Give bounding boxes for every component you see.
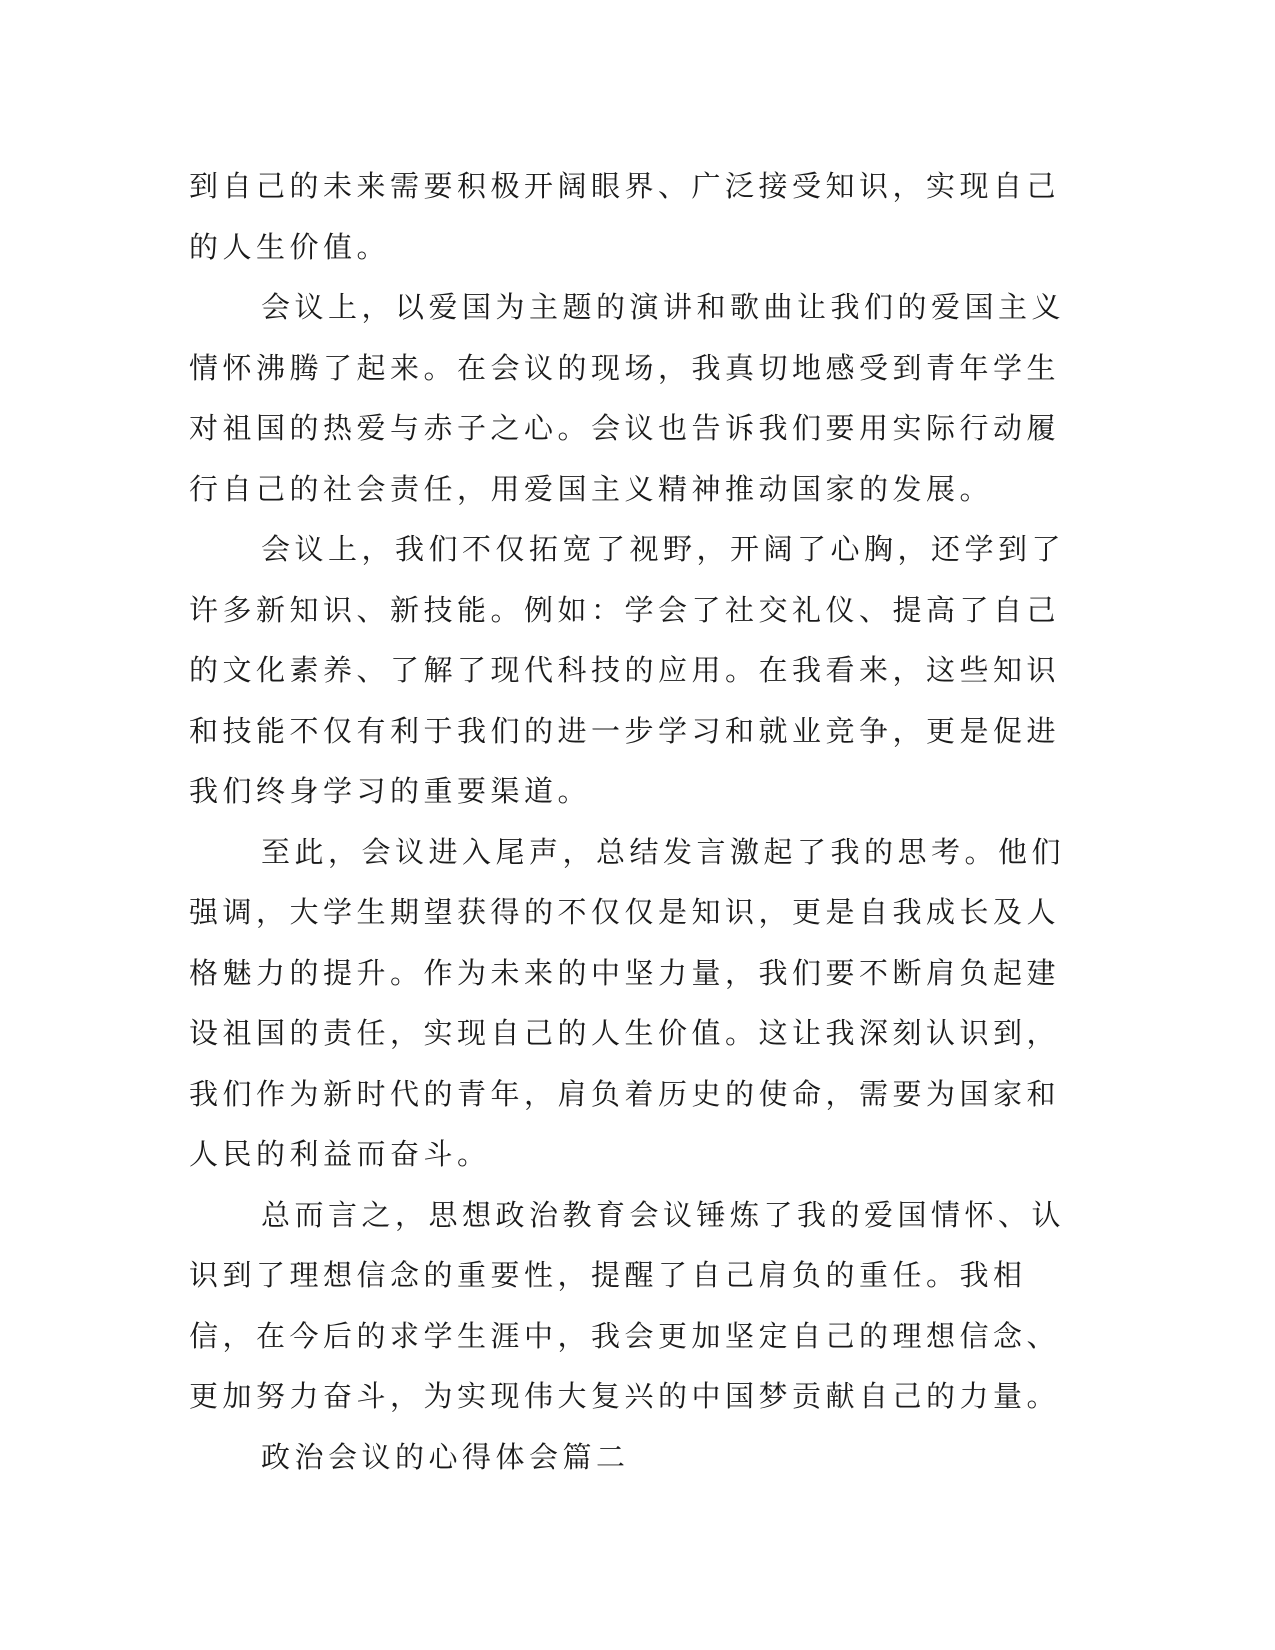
paragraph-conclusion: 总而言之，思想政治教育会议锤炼了我的爱国情怀、认识到了理想信念的重要性，提醒了自己肩负的重任。我相信，在今后的求学生涯中，我会更加坚定自己的理想信念、更加努力奋斗，为实现伟大复兴的中国梦贡献自己的力量。 [189, 1197, 1066, 1413]
paragraph-summary-speech: 至此，会议进入尾声，总结发言激起了我的思考。他们强调，大学生期望获得的不仅仅是知识，更是自我成长及人格魅力的提升。作为未来的中坚力量，我们要不断肩负起建设祖国的责任，实现自己的人生价值。这让我深刻认识到，我们作为新时代的青年，肩负着历史的使命，需要为国家和人民的利益而奋斗。 [189, 834, 1066, 1171]
section-heading: 政治会议的心得体会篇二 [261, 1439, 630, 1474]
paragraph-patriotism: 会议上，以爱国为主题的演讲和歌曲让我们的爱国主义情怀沸腾了起来。在会议的现场，我真切地感受到青年学生对祖国的热爱与赤子之心。会议也告诉我们要用实际行动履行自己的社会责任，用爱国主义精神推动国家的发展。 [189, 290, 1066, 506]
paragraph-new-knowledge: 会议上，我们不仅拓宽了视野，开阔了心胸，还学到了许多新知识、新技能。例如：学会了社交礼仪、提高了自己的文化素养、了解了现代科技的应用。在我看来，这些知识和技能不仅有利于我们的进一步学习和就业竞争，更是促进我们终身学习的重要渠道。 [189, 532, 1066, 808]
document-body [189, 156, 1069, 1487]
paragraph-continuation: 到自己的未来需要积极开阔眼界、广泛接受知识，实现自己的人生价值。 [189, 169, 1061, 264]
